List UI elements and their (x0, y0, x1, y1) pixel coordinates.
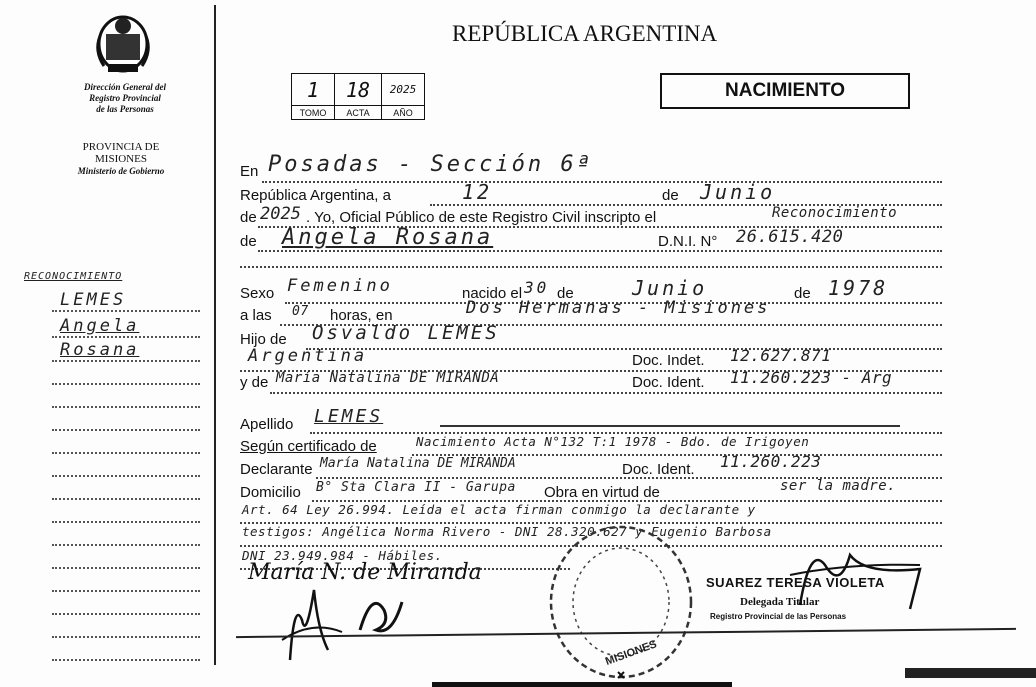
fill-line (258, 250, 942, 252)
act-type-value: Reconocimiento (772, 205, 898, 221)
margin-line (52, 521, 200, 523)
margin-line (52, 429, 200, 431)
ano-value: 2025 (382, 74, 425, 106)
official-name: SUAREZ TERESA VIOLETA (706, 575, 885, 590)
tomo-label: TOMO (292, 106, 335, 120)
birth-year-value: 1978 (828, 276, 889, 300)
name-value: Angela Rosana (282, 225, 494, 250)
birth-day-value: 30 (524, 278, 550, 297)
ano-label: AÑO (382, 106, 425, 120)
decl-doc-value: 11.260.223 (720, 452, 822, 471)
office-line2: Registro Provincial (89, 93, 161, 103)
fill-line (270, 392, 942, 394)
margin-note-surname: LEMES (60, 290, 127, 310)
decl-doc-label: Doc. Ident. (622, 461, 695, 478)
mother-doc-value: 11.260.223 - Arg (730, 368, 893, 387)
place-value: Posadas - Sección 6ª (268, 152, 593, 177)
obra-label: Obra en virtud de (544, 484, 660, 501)
office-line3: de las Personas (96, 104, 154, 114)
nacido-label: nacido el (462, 285, 523, 302)
declarant-signature: María N. de Miranda (248, 560, 482, 585)
doc-ident-label: Doc. Ident. (632, 374, 705, 391)
fill-line (240, 266, 942, 268)
yde-label: y de (240, 374, 269, 391)
stamp-text: MISIONES (603, 638, 659, 668)
year-value: 2025 (260, 204, 301, 224)
nationality-value: Argentina (248, 346, 368, 366)
margin-line (52, 659, 200, 661)
apellido-value: LEMES (314, 406, 384, 427)
margin-note-title: RECONOCIMIENTO (24, 271, 123, 282)
year-prefix-label: de (240, 209, 257, 226)
record-type-box (660, 73, 910, 109)
day-value: 12 (462, 180, 493, 204)
de4-label: de (794, 285, 811, 302)
fill-line (306, 348, 942, 350)
official-stamp-icon (546, 522, 696, 682)
mother-value: María Natalina DE MIRANDA (276, 370, 500, 386)
margin-line (52, 336, 200, 338)
province-line2: MISIONES (95, 153, 147, 165)
signature-scribbles (272, 580, 432, 670)
dni-value: 26.615.420 (736, 227, 844, 247)
margin-line (52, 383, 200, 385)
bottom-right-bar (905, 668, 1036, 678)
birth-month-value: Junio (632, 276, 708, 300)
tomo-value: 1 (292, 74, 335, 106)
margin-line (52, 452, 200, 454)
office-line1: Dirección General del (84, 82, 166, 92)
oficial-text: . Yo, Oficial Público de este Registro Civil inscripto el (306, 209, 657, 226)
page-title: REPÚBLICA ARGENTINA (452, 21, 718, 46)
record-type-label: NACIMIENTO (725, 80, 845, 101)
margin-line (52, 567, 200, 569)
official-office: Registro Provincial de las Personas (710, 612, 847, 621)
cert-value: Nacimiento Acta N°132 T:1 1978 - Bdo. de Irigoyen (416, 434, 810, 449)
en-label: En (240, 163, 259, 180)
sexo-label: Sexo (240, 285, 275, 302)
hijo-label: Hijo de (240, 331, 287, 348)
de3-label: de (557, 285, 574, 302)
doc-indet-label: Doc. Indet. (632, 352, 705, 369)
declarante-label: Declarante (240, 461, 313, 478)
note-line-1: Art. 64 Ley 26.994. Leída el acta firman conmigo la declarante y (242, 502, 756, 517)
domicilio-value: B° Sta Clara II - Garupa (316, 480, 516, 495)
acta-label: ACTA (335, 106, 382, 120)
bottom-bar (432, 682, 732, 687)
fill-line (262, 181, 942, 183)
alas-label: a las (240, 307, 272, 324)
father-doc-value: 12.627.871 (730, 346, 832, 365)
margin-note-name1: Angela (60, 316, 140, 336)
note-line-3: DNI 23.949.984 - Hábiles. (242, 548, 443, 563)
margin-line (52, 360, 200, 362)
domicilio-label: Domicilio (240, 484, 301, 501)
margin-line (52, 498, 200, 500)
record-number-box (291, 73, 425, 120)
margin-line (52, 636, 200, 638)
province-line1: PROVINCIA DE (82, 141, 160, 153)
de-label: de (662, 187, 679, 204)
month-value: Junio (700, 180, 776, 204)
office-block (60, 82, 190, 115)
margin-note-name2: Rosana (60, 340, 140, 360)
margin-line (52, 310, 200, 312)
coat-of-arms-icon (92, 6, 154, 76)
cert-label: Según certificado de (240, 438, 377, 455)
apellido-label: Apellido (240, 416, 294, 433)
sexo-value: Femenino (287, 276, 393, 296)
margin-line (52, 406, 200, 408)
hour-value: 07 (292, 304, 309, 319)
official-role: Delegada Titular (740, 596, 820, 608)
ministry-line: Ministerio de Gobierno (77, 166, 165, 176)
note-line-2: testigos: Angélica Norma Rivero - DNI 28.320.627 y Eugenio Barbosa (242, 524, 772, 539)
birth-place-value: Dos Hermanas - Misiones (466, 298, 771, 318)
horas-label: horas, en (330, 307, 393, 324)
obra-value: ser la madre. (780, 478, 897, 494)
de2-label: de (240, 233, 257, 250)
republica-label: República Argentina, a (240, 187, 391, 204)
father-value: Osvaldo LEMES (312, 322, 500, 344)
declarante-value: María Natalina DE MIRANDA (320, 456, 516, 471)
province-block (56, 141, 186, 177)
margin-line (52, 475, 200, 477)
margin-line (52, 613, 200, 615)
margin-line (52, 590, 200, 592)
margin-line (52, 544, 200, 546)
fill-line (440, 425, 900, 427)
left-column-rule (214, 5, 216, 665)
acta-value: 18 (335, 74, 382, 106)
dni-label: D.N.I. N° (658, 233, 718, 250)
